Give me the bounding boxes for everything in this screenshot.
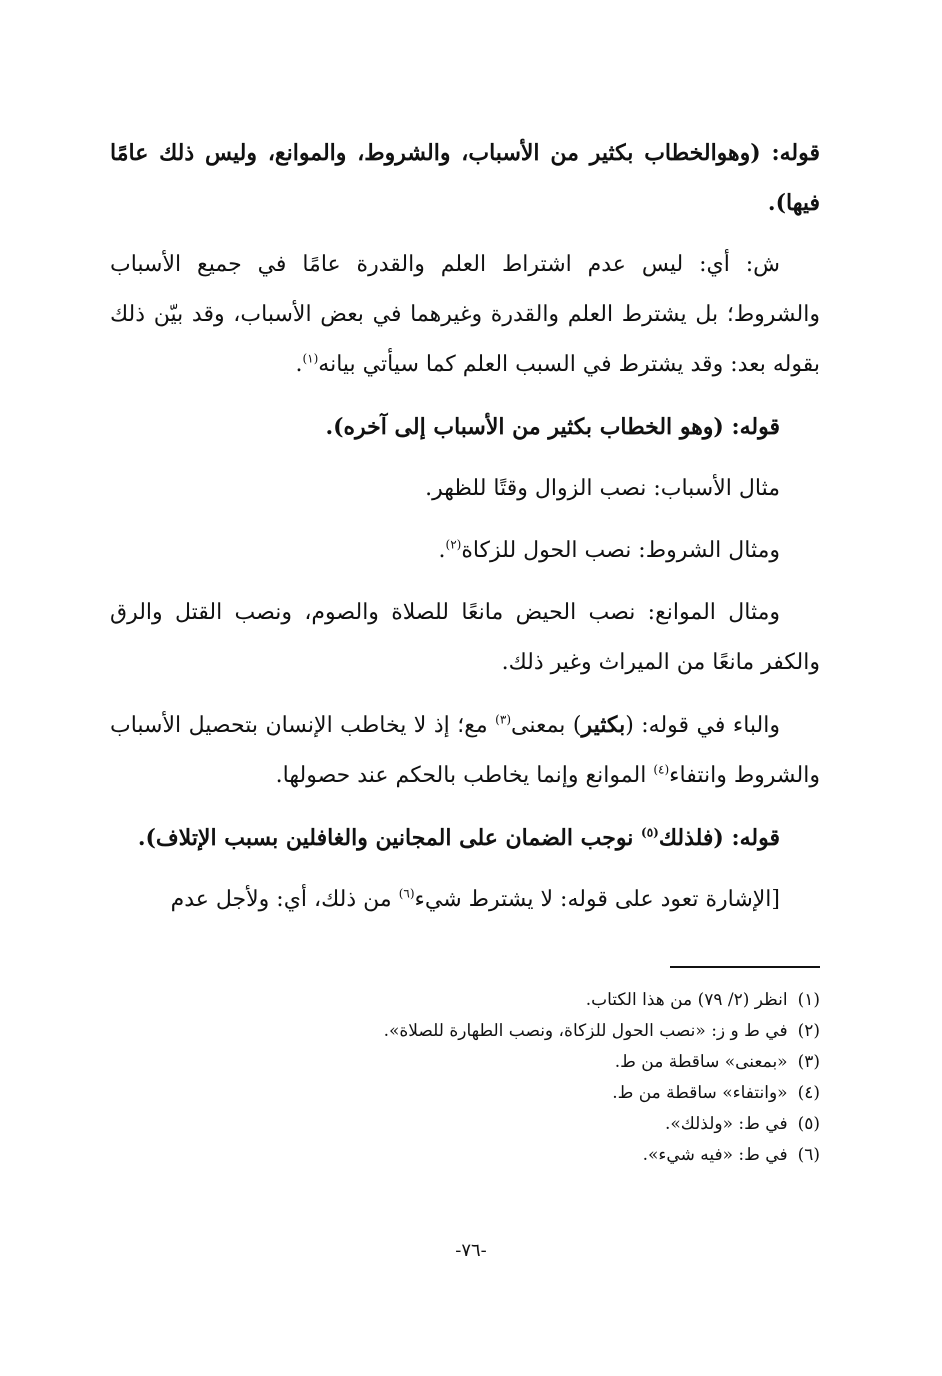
footnote-2 [300, 1016, 820, 1047]
page-number: -٧٦- [455, 1240, 487, 1261]
footnote-number: (٦) [797, 1145, 820, 1165]
commentary-paragraph-1 [110, 240, 820, 390]
quote-text: قوله: (وهو الخطاب بكثير من الأسباب إلى آخره). [325, 414, 780, 440]
footnote-number: (٥) [797, 1114, 820, 1134]
footnote-ref-5: (٥) [641, 825, 659, 840]
quote-paragraph-3 [110, 813, 820, 863]
footnote-ref-3: (٣) [495, 712, 511, 727]
footnotes [300, 985, 820, 1171]
footnote-ref-4: (٤) [653, 762, 670, 777]
commentary-text: والباء في قوله: ( [625, 713, 780, 738]
page-body [110, 128, 820, 937]
example-impediments [110, 588, 820, 688]
footnote-1 [300, 985, 820, 1016]
commentary-text: [الإشارة تعود على قوله: لا يشترط شيء [414, 887, 780, 912]
footnote-number: (٢) [797, 1021, 820, 1041]
commentary-text: مع؛ إذ لا يخاطب الإنسان بتحصيل الأسباب والشروط وانتفاء [110, 713, 820, 788]
commentary-text: ش: أي: ليس عدم اشتراط العلم والقدرة عامًا في جميع الأسباب والشروط؛ بل يشترط العلم والقدرة وغيرهما في بعض الأسباب، وقد بيّن ذلك بقوله بعد: وقد يشترط في السبب العلم كما سيأتي بيانه [110, 252, 820, 377]
example-text: ومثال الشروط: نصب الحول للزكاة [461, 538, 780, 563]
commentary-text: الموانع وإنما يخاطب بالحكم عند حصولها. [275, 763, 654, 788]
footnote-text: في ط: «ولذلك». [665, 1114, 788, 1134]
example-conditions [110, 526, 820, 576]
commentary-paragraph-3 [110, 875, 820, 925]
footnote-4 [300, 1078, 820, 1109]
footnote-number: (٤) [797, 1083, 820, 1103]
footnote-text: في ط: «فيه شيء». [642, 1145, 788, 1165]
footnote-divider [670, 966, 820, 968]
footnote-5 [300, 1109, 820, 1140]
footnote-ref-6: (٦) [398, 886, 415, 901]
commentary-text: ) بمعنى [511, 713, 582, 738]
footnote-ref-1: (١) [302, 351, 319, 366]
commentary-text: من ذلك، أي: ولأجل عدم [170, 887, 399, 912]
quote-text: نوجب الضمان على المجانين والغافلين بسبب الإتلاف). [137, 825, 641, 851]
footnote-6 [300, 1140, 820, 1171]
quote-text: قوله: (فلذلك [658, 825, 780, 851]
footnote-3 [300, 1047, 820, 1078]
quote-paragraph-2 [110, 402, 820, 452]
example-text: ومثال الموانع: نصب الحيض مانعًا للصلاة والصوم، ونصب القتل والرق والكفر مانعًا من الميراث وغير ذلك. [110, 600, 820, 675]
quoted-word: بكثير [581, 712, 626, 738]
footnote-ref-2: (٢) [445, 537, 462, 552]
example-causes [110, 464, 820, 514]
footnote-number: (٣) [797, 1052, 820, 1072]
footnote-text: انظر (٢/ ٧٩) من هذا الكتاب. [585, 990, 788, 1010]
footnote-text: «وانتفاء» ساقطة من ط. [612, 1083, 788, 1103]
quote-text: قوله: (وهوالخطاب بكثير من الأسباب، والشروط، والموانع، وليس ذلك عامًا فيها). [110, 140, 820, 216]
commentary-end: . [295, 352, 303, 377]
example-end: . [438, 538, 446, 563]
commentary-paragraph-2 [110, 700, 820, 801]
quote-paragraph-1 [110, 128, 820, 228]
footnote-text: «بمعنى» ساقطة من ط. [614, 1052, 788, 1072]
example-text: مثال الأسباب: نصب الزوال وقتًا للظهر. [425, 476, 780, 501]
footnote-number: (١) [797, 990, 820, 1010]
footnote-text: في ط و ز: «نصب الحول للزكاة، ونصب الطهارة للصلاة». [383, 1021, 788, 1041]
